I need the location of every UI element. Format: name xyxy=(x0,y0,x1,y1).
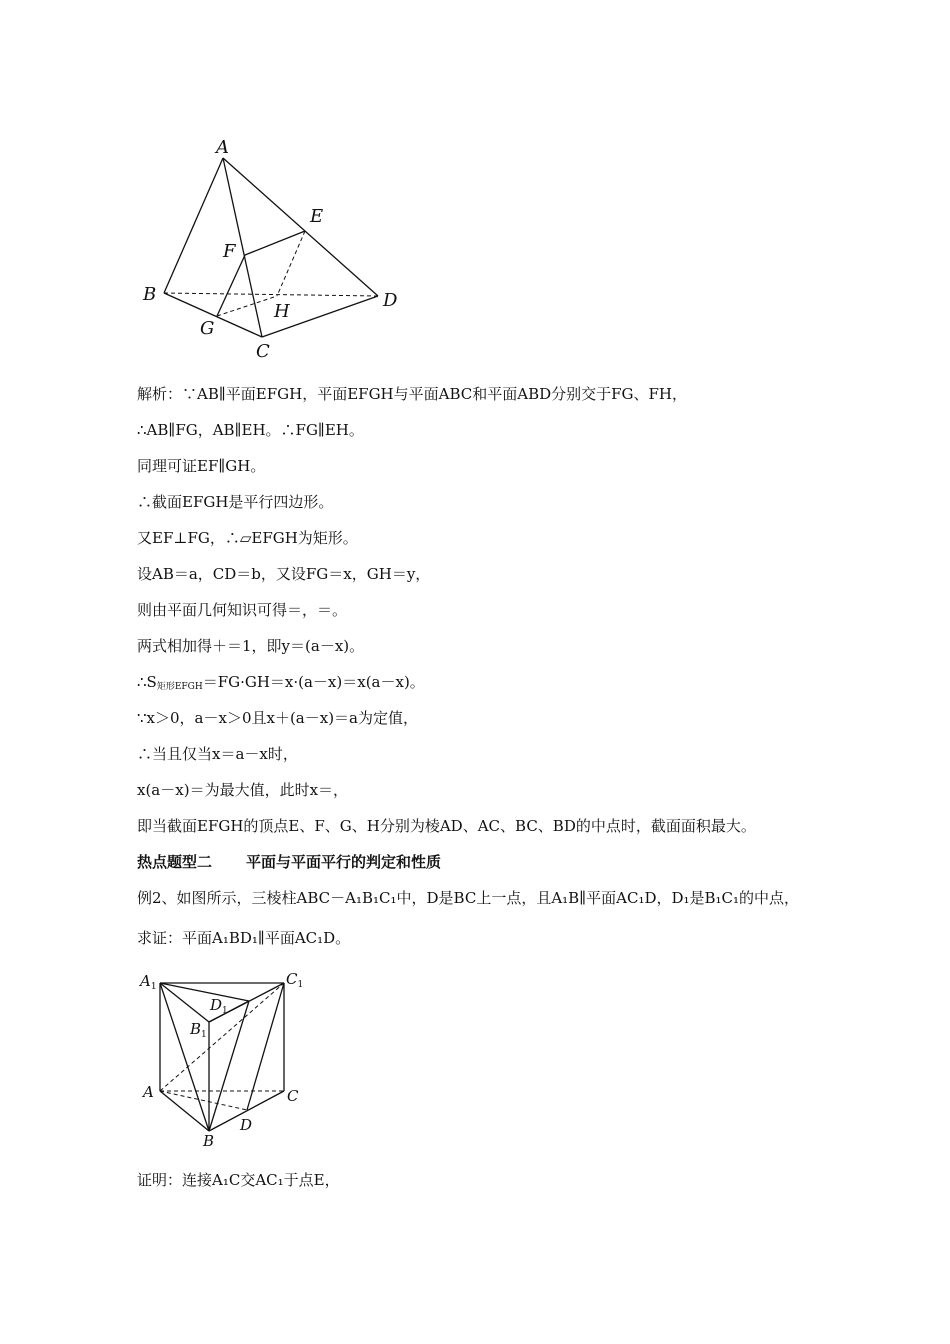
solution-line-7: 则由平面几何知识可得＝，＝。 xyxy=(137,601,348,619)
edge-bd-hidden xyxy=(164,293,378,296)
solution-line-6: 设AB＝a，CD＝b，又设FG＝x，GH＝y， xyxy=(137,565,431,583)
label-d: D xyxy=(383,290,398,311)
label-h: H xyxy=(274,301,290,322)
solution-line-12: x(a－x)＝为最大值，此时x＝， xyxy=(137,781,349,799)
label-d1: $D_1$ xyxy=(210,996,228,1016)
label-e: E xyxy=(310,206,324,227)
label-c: C xyxy=(256,341,270,362)
solution-line-11: ∴当且仅当x＝a－x时， xyxy=(137,745,298,763)
label-b: B xyxy=(143,284,157,305)
area-prefix: ∴S xyxy=(137,673,157,691)
solution-line-1: 解析：∵AB∥平面EFGH，平面EFGH与平面ABC和平面ABD分别交于FG、FH， xyxy=(137,385,687,403)
heading-part1: 热点题型二 xyxy=(137,853,213,871)
label-b1: $B_1$ xyxy=(190,1020,207,1040)
label-c: C xyxy=(287,1087,299,1105)
solution-line-8: 两式相加得＋＝1，即y＝(a－x)。 xyxy=(137,637,365,655)
proof-line: 证明：连接A₁C交AC₁于点E， xyxy=(137,1171,340,1189)
segment-ad-hidden xyxy=(160,1091,247,1110)
area-subscript: 矩形EFGH xyxy=(156,682,203,692)
label-a: A xyxy=(143,1083,154,1101)
solution-line-13: 即当截面EFGH的顶点E、F、G、H分别为棱AD、AC、BC、BD的中点时，截面面积最大。 xyxy=(137,817,756,835)
segment-d1b xyxy=(209,1001,249,1131)
segment-a1d1 xyxy=(160,983,249,1001)
segment-a1b xyxy=(160,983,209,1131)
example-line-2: 求证：平面A₁BD₁∥平面AC₁D。 xyxy=(137,929,351,947)
edge-ad xyxy=(223,158,378,296)
label-c1: $C_1$ xyxy=(286,970,304,990)
label-a1: $A_1$ xyxy=(140,972,157,992)
area-rest: ＝FG·GH＝x·(a－x)＝x(a－x)。 xyxy=(202,673,425,691)
edge-ab xyxy=(160,1091,209,1131)
label-a: A xyxy=(216,137,229,158)
prism-figure xyxy=(135,968,305,1153)
solution-line-5: 又EF⊥FG，∴▱EFGH为矩形。 xyxy=(137,529,358,547)
tetrahedron-figure xyxy=(130,135,410,365)
label-b: B xyxy=(203,1132,215,1150)
edge-ab xyxy=(164,158,223,293)
example-line-1: 例2、如图所示，三棱柱ABC－A₁B₁C₁中，D是BC上一点，且A₁B∥平面AC₁D，D₁是B₁C₁的中点， xyxy=(137,889,800,907)
label-f: F xyxy=(223,241,236,262)
segment-fg xyxy=(217,255,245,316)
heading-part2: 平面与平面平行的判定和性质 xyxy=(246,853,442,871)
segment-gh-hidden xyxy=(217,296,277,316)
edge-a1b1 xyxy=(160,983,209,1022)
section-heading xyxy=(137,852,441,872)
solution-line-2: ∴AB∥FG，AB∥EH。∴FG∥EH。 xyxy=(137,421,364,439)
area-line xyxy=(137,672,425,692)
solution-line-10: ∵x＞0，a－x＞0且x＋(a－x)＝a为定值， xyxy=(137,709,419,727)
label-g: G xyxy=(200,318,215,339)
solution-line-4: ∴截面EFGH是平行四边形。 xyxy=(137,493,334,511)
solution-line-3: 同理可证EF∥GH。 xyxy=(137,457,266,475)
label-d: D xyxy=(240,1116,253,1134)
